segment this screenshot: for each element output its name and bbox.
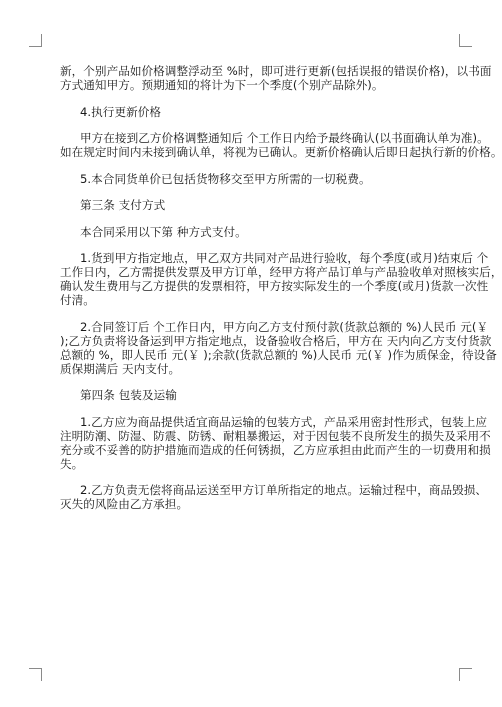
text-line: 甲方在接到乙方价格调整通知后 个工作日内给予最终确认(以书面确认单为准)。	[80, 131, 489, 145]
text-line: 如在规定时间内未接到确认单，将视为已确认。更新价格确认后即日起执行新的价格。	[60, 145, 502, 159]
paragraph	[60, 319, 497, 376]
paragraph-spacing	[60, 376, 447, 389]
text-line: 总额的 %，即人民币 元(￥ );余款(货款总额的 %)人民币 元(￥ )作为质保金，待设备	[60, 347, 497, 362]
document-body	[60, 64, 502, 511]
paragraph	[60, 483, 488, 511]
paragraph-spacing	[60, 159, 447, 172]
text-line: 1.乙方应为商品提供适宜商品运输的包装方式，产品采用密封性形式，包装上应	[80, 414, 488, 429]
text-line: 方式通知甲方。预期通知的将计为下一个季度(个别产品除外)。	[60, 78, 384, 92]
paragraph-spacing	[60, 186, 447, 199]
crop-mark-top-left	[29, 34, 42, 47]
text-line: 2.合同签订后 个工作日内，甲方向乙方支付预付款(货款总额的 %)人民币 元(￥	[80, 319, 489, 334]
paragraph	[60, 64, 492, 92]
paragraph	[60, 131, 502, 159]
text-line: 充分或不妥善的防护措施而造成的任何锈损，乙方应承担由此而产生的一切费用和损	[60, 442, 491, 457]
text-line: 1.货到甲方指定地点，甲乙双方共同对产品进行验收，每个季度(或月)结束后 个	[80, 251, 489, 265]
paragraph-spacing	[60, 471, 447, 484]
paragraph	[60, 198, 447, 212]
paragraph	[60, 388, 447, 402]
paragraph-spacing	[60, 307, 447, 320]
text-line: 失。	[60, 456, 84, 471]
text-line: 4.执行更新价格	[80, 104, 162, 119]
paragraph	[60, 414, 491, 471]
text-line: 付清。	[60, 293, 95, 307]
text-line: 工作日内，乙方需提供发票及甲方订单，经甲方将产品订单与产品验收单对照核实后，	[60, 265, 502, 279]
crop-mark-bottom-left	[29, 668, 42, 681]
text-line: 确认发生费用与乙方提供的发票相符，甲方按实际发生的一个季度(或月)货款一次性	[60, 279, 489, 293]
text-line: 新，个别产品如价格调整浮动至 %时，即可进行更新(包括误报的错误价格)，以书面	[60, 64, 492, 78]
text-line: 5.本合同货单价已包括货物移交至甲方所需的一切税费。	[80, 171, 371, 186]
paragraph-spacing	[60, 402, 447, 415]
paragraph-spacing	[60, 92, 447, 105]
paragraph	[60, 225, 447, 239]
text-line: 第四条 包装及运输	[80, 388, 177, 402]
paragraph	[60, 172, 447, 186]
text-line: 注明防潮、防湿、防震、防锈、耐粗暴搬运，对于因包装不良所发生的损失及采用不	[60, 428, 491, 443]
paragraph-spacing	[60, 212, 447, 225]
crop-mark-bottom-right	[459, 668, 472, 681]
text-line: 2.乙方负责无偿将商品运送至甲方订单所指定的地点。运输过程中，商品毁损、	[80, 483, 488, 497]
text-line: 灭失的风险由乙方承担。	[60, 497, 189, 511]
crop-mark-top-right	[459, 34, 472, 47]
paragraph	[60, 251, 502, 307]
text-line: 质保期满后 天内支付。	[60, 361, 181, 376]
text-line: 本合同采用以下第 种方式支付。	[80, 224, 247, 239]
text-line: );乙方负责将设备运到甲方指定地点，设备验收合格后，甲方在 天内向乙方支付货款	[60, 333, 492, 348]
text-line: 第三条 支付方式	[80, 198, 166, 212]
paragraph-spacing	[60, 239, 447, 252]
paragraph-spacing	[60, 119, 447, 132]
paragraph	[60, 105, 447, 119]
